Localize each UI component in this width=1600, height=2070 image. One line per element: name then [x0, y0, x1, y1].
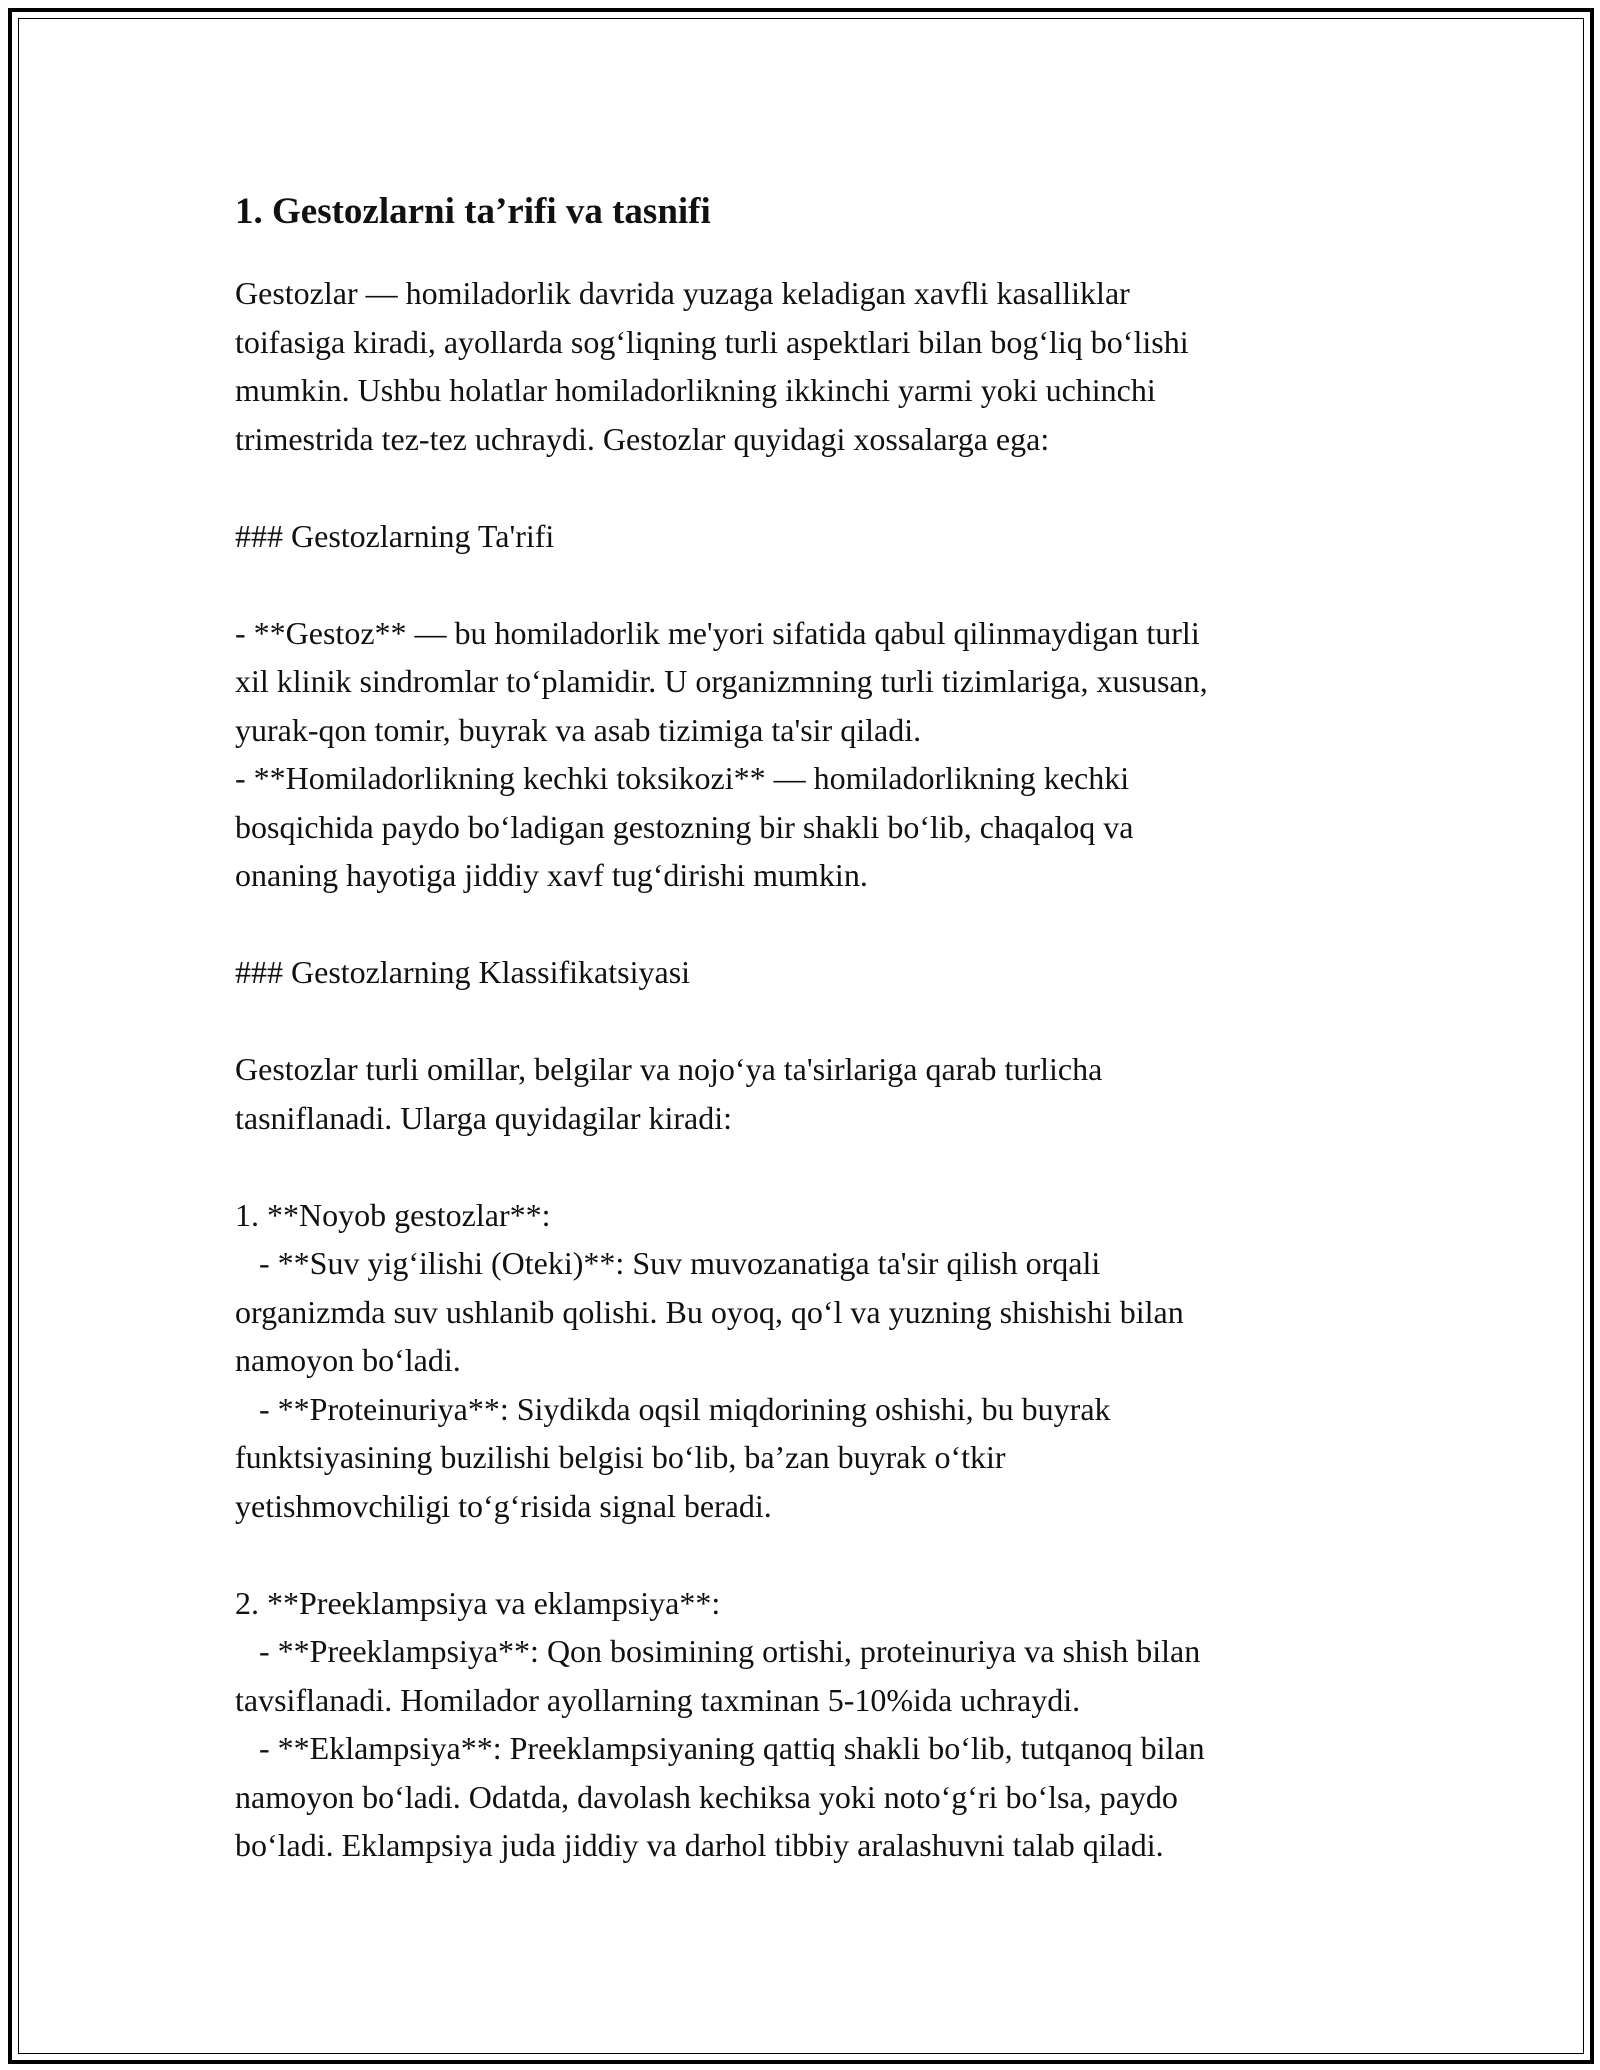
- document-content: [235, 185, 1375, 1870]
- section-body: Gestozlar — homiladorlik davrida yuzaga keladigan xavfli kasalliklar toifasiga kiradi, ayollarda sog‘liqning turli aspektlari bilan bog‘liq bo‘lishi mumkin. Ushbu holatlar homiladorlikning ikkinchi yarmi yoki uchinchi trimestrida tez-tez uchraydi. Gestozlar quyidagi xossalarga ega: ### Gestozlarning Ta'rifi - **Gestoz** — bu homiladorlik me'yori sifatida qabul qilinmaydigan turli xil klinik sindromlar to‘plamidir. U organizmning turli tizimlariga, xususan, yurak-qon tomir, buyrak va asab tizimiga ta'sir qiladi. - **Homiladorlikning kechki toksikozi** — homiladorlikning kechki bosqichida paydo bo‘ladigan gestozning bir shakli bo‘lib, chaqaloq va onaning hayotiga jiddiy xavf tug‘dirishi mumkin. ### Gestozlarning Klassifikatsiyasi Gestozlar turli omillar, belgilar va nojo‘ya ta'sirlariga qarab turlicha tasniflanadi. Ularga quyidagilar kiradi: 1. **Noyob gestozlar**: - **Suv yig‘ilishi (Oteki)**: Suv muvozanatiga ta'sir qilish orqali organizmda suv ushlanib qolishi. Bu oyoq, qo‘l va yuzning shishishi bilan namoyon bo‘ladi. - **Proteinuriya**: Siydikda oqsil miqdorining oshishi, bu buyrak funktsiyasining buzilishi belgisi bo‘lib, ba’zan buyrak o‘tkir yetishmovchiligi to‘g‘risida signal beradi. 2. **Preeklampsiya va eklampsiya**: - **Preeklampsiya**: Qon bosimining ortishi, proteinuriya va shish bilan tavsiflanadi. Homilador ayollarning taxminan 5-10%ida uchraydi. - **Eklampsiya**: Preeklampsiyaning qattiq shakli bo‘lib, tutqanoq bilan namoyon bo‘ladi. Odatda, davolash kechiksa yoki noto‘g‘ri bo‘lsa, paydo bo‘ladi. Eklampsiya juda jiddiy va darhol tibbiy aralashuvni talab qiladi.: [235, 275, 1208, 1863]
- section-title: 1. Gestozlarni ta’rifi va tasnifi: [235, 191, 711, 232]
